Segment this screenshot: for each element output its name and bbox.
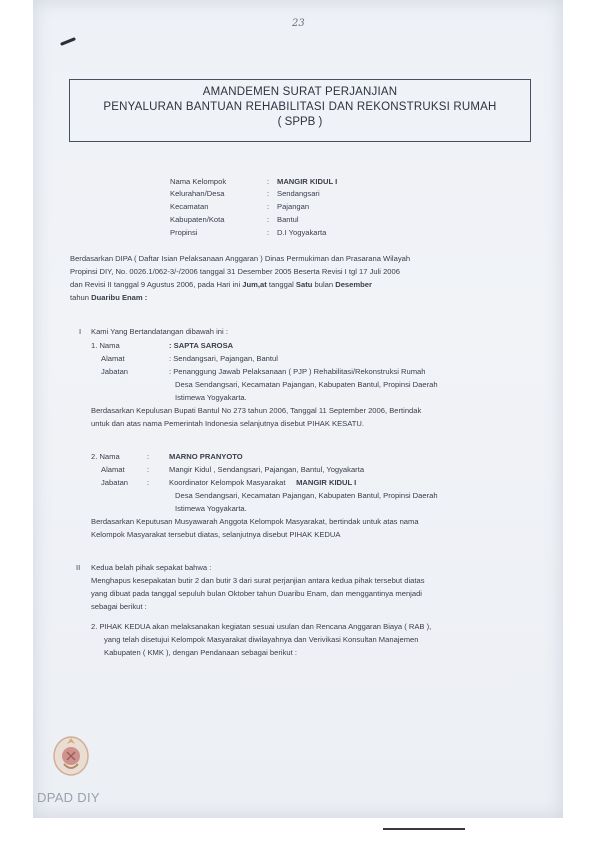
intro-line-3 — [70, 279, 372, 290]
party-2-basis: Berdasarkan Keputusan Musyawarah Anggota Kelompok Masyarakat, bertindak untuk atas nama — [91, 517, 419, 526]
info-label-regency: Kabupaten/Kota — [170, 215, 225, 224]
info-value-province: D.I Yogyakarta — [277, 228, 327, 237]
intro-month: Desember — [335, 280, 372, 289]
info-label-district: Kecamatan — [170, 202, 209, 211]
party-1-address: : Sendangsari, Pajangan, Bantul — [169, 354, 278, 363]
party-2-colon: : — [147, 465, 150, 474]
section-2-item-2: yang telah disetujui Kelompok Masyarakat diwilayahnya dan Verivikasi Konsultan Manajemen — [104, 635, 419, 644]
party-2-position: Istimewa Yogyakarta. — [175, 504, 247, 513]
section-2-text: Menghapus kesepakatan butir 2 dan butir 3 dari surat perjanjian antara kedua pihak tersebut diatas — [91, 576, 425, 585]
party-1-name: : SAPTA SAROSA — [169, 341, 234, 350]
info-label-province: Propinsi — [170, 228, 198, 237]
party-2-position-text: Koordinator Kelompok Masyarakat — [169, 478, 286, 487]
party-2-name: MARNO PRANYOTO — [169, 452, 243, 461]
section-2-numeral: II — [76, 563, 81, 572]
party-2-colon: : — [147, 478, 150, 487]
info-sep: : — [267, 177, 270, 186]
intro-line-4 — [70, 292, 147, 303]
party-1-position: Desa Sendangsari, Kecamatan Pajangan, Kabupaten Bantul, Propinsi Daerah — [175, 380, 438, 389]
title-line-3: ( SPPB ) — [277, 116, 323, 128]
party-2-address-label: Alamat — [101, 465, 125, 474]
party-1-position-label: Jabatan — [101, 367, 129, 376]
party-1-basis: untuk dan atas nama Pemerintah Indonesia selanjutnya disebut PIHAK KESATU. — [91, 419, 364, 428]
section-2-text: yang dibuat pada tanggal sepuluh bulan Oktober tahun Duaribu Enam, dan menggantinya menjadi — [91, 589, 422, 598]
info-value-group: MANGIR KIDUL I — [277, 177, 338, 186]
party-1-basis: Berdasarkan Kepulusan Bupati Bantul No 273 tahun 2006, Tanggal 11 September 2006, Bertindak — [91, 406, 422, 415]
party-2-group-name: MANGIR KIDUL I — [296, 478, 357, 487]
yogyakarta-crest-icon — [50, 732, 92, 778]
info-sep: : — [267, 202, 270, 211]
section-2-item-2: Kabupaten ( KMK ), dengan Pendanaan sebagai berikut : — [104, 648, 297, 657]
intro-day: Jum,at — [242, 280, 267, 289]
party-1-position: : Penanggung Jawab Pelaksanaan ( PJP ) Rehabilitasi/Rekonstruksi Rumah — [169, 367, 426, 376]
section-1-heading: Kami Yang Bertandatangan dibawah ini : — [91, 327, 228, 336]
section-2-item-2: 2. PIHAK KEDUA akan melaksanakan kegiatan sesuai usulan dan Rencana Anggaran Biaya ( RAB ), — [91, 622, 432, 631]
section-1-numeral: I — [79, 327, 82, 336]
party-2-address: Mangir Kidul , Sendangsari, Pajangan, Bantul, Yogyakarta — [169, 465, 365, 474]
party-2-basis: Kelompok Masyarakat tersebut diatas, selanjutnya disebut PIHAK KEDUA — [91, 530, 341, 539]
info-value-district: Pajangan — [277, 202, 310, 211]
intro-text: bulan — [314, 280, 334, 289]
intro-line-1: Berdasarkan DIPA ( Daftar Isian Pelaksanaan Anggaran ) Dinas Permukiman dan Prasarana Wilayah — [70, 254, 411, 263]
party-1-name-label: 1. Nama — [91, 341, 120, 350]
info-value-village: Sendangsari — [277, 189, 320, 198]
info-sep: : — [267, 215, 270, 224]
page-number: 23 — [292, 18, 305, 29]
intro-date: Satu — [295, 280, 313, 289]
intro-year: Duaribu Enam : — [91, 293, 148, 302]
footer-line — [383, 828, 465, 830]
party-2-colon: : — [147, 452, 150, 461]
info-sep: : — [267, 228, 270, 237]
info-label-village: Kelurahan/Desa — [170, 189, 225, 198]
party-2-position: Desa Sendangsari, Kecamatan Pajangan, Kabupaten Bantul, Propinsi Daerah — [175, 491, 438, 500]
party-2-position — [169, 477, 356, 488]
info-sep: : — [267, 189, 270, 198]
info-label-group: Nama Kelompok — [170, 177, 227, 186]
party-2-name-label: 2. Nama — [91, 452, 120, 461]
section-2-text: sebagai berikut : — [91, 602, 147, 611]
info-value-regency: Bantul — [277, 215, 299, 224]
title-line-2: PENYALURAN BANTUAN REHABILITASI DAN REKONSTRUKSI RUMAH — [103, 101, 497, 113]
intro-text: tahun — [70, 293, 90, 302]
party-1-position: Istimewa Yogyakarta. — [175, 393, 247, 402]
watermark: DPAD DIY — [37, 790, 100, 805]
intro-line-2: Propinsi DIY, No. 0026.1/062-3/-/2006 tanggal 31 Desember 2005 Beserta Revisi I tgl 17 Juli 2006 — [70, 267, 400, 276]
title-box — [69, 79, 531, 142]
intro-text: tanggal — [268, 280, 294, 289]
party-1-address-label: Alamat — [101, 354, 125, 363]
party-2-position-label: Jabatan — [101, 478, 129, 487]
title-line-1: AMANDEMEN SURAT PERJANJIAN — [202, 86, 398, 98]
intro-text: dan Revisi II tanggal 9 Agustus 2006, pada Hari ini — [70, 280, 241, 289]
section-2-heading: Kedua belah pihak sepakat bahwa : — [91, 563, 212, 572]
